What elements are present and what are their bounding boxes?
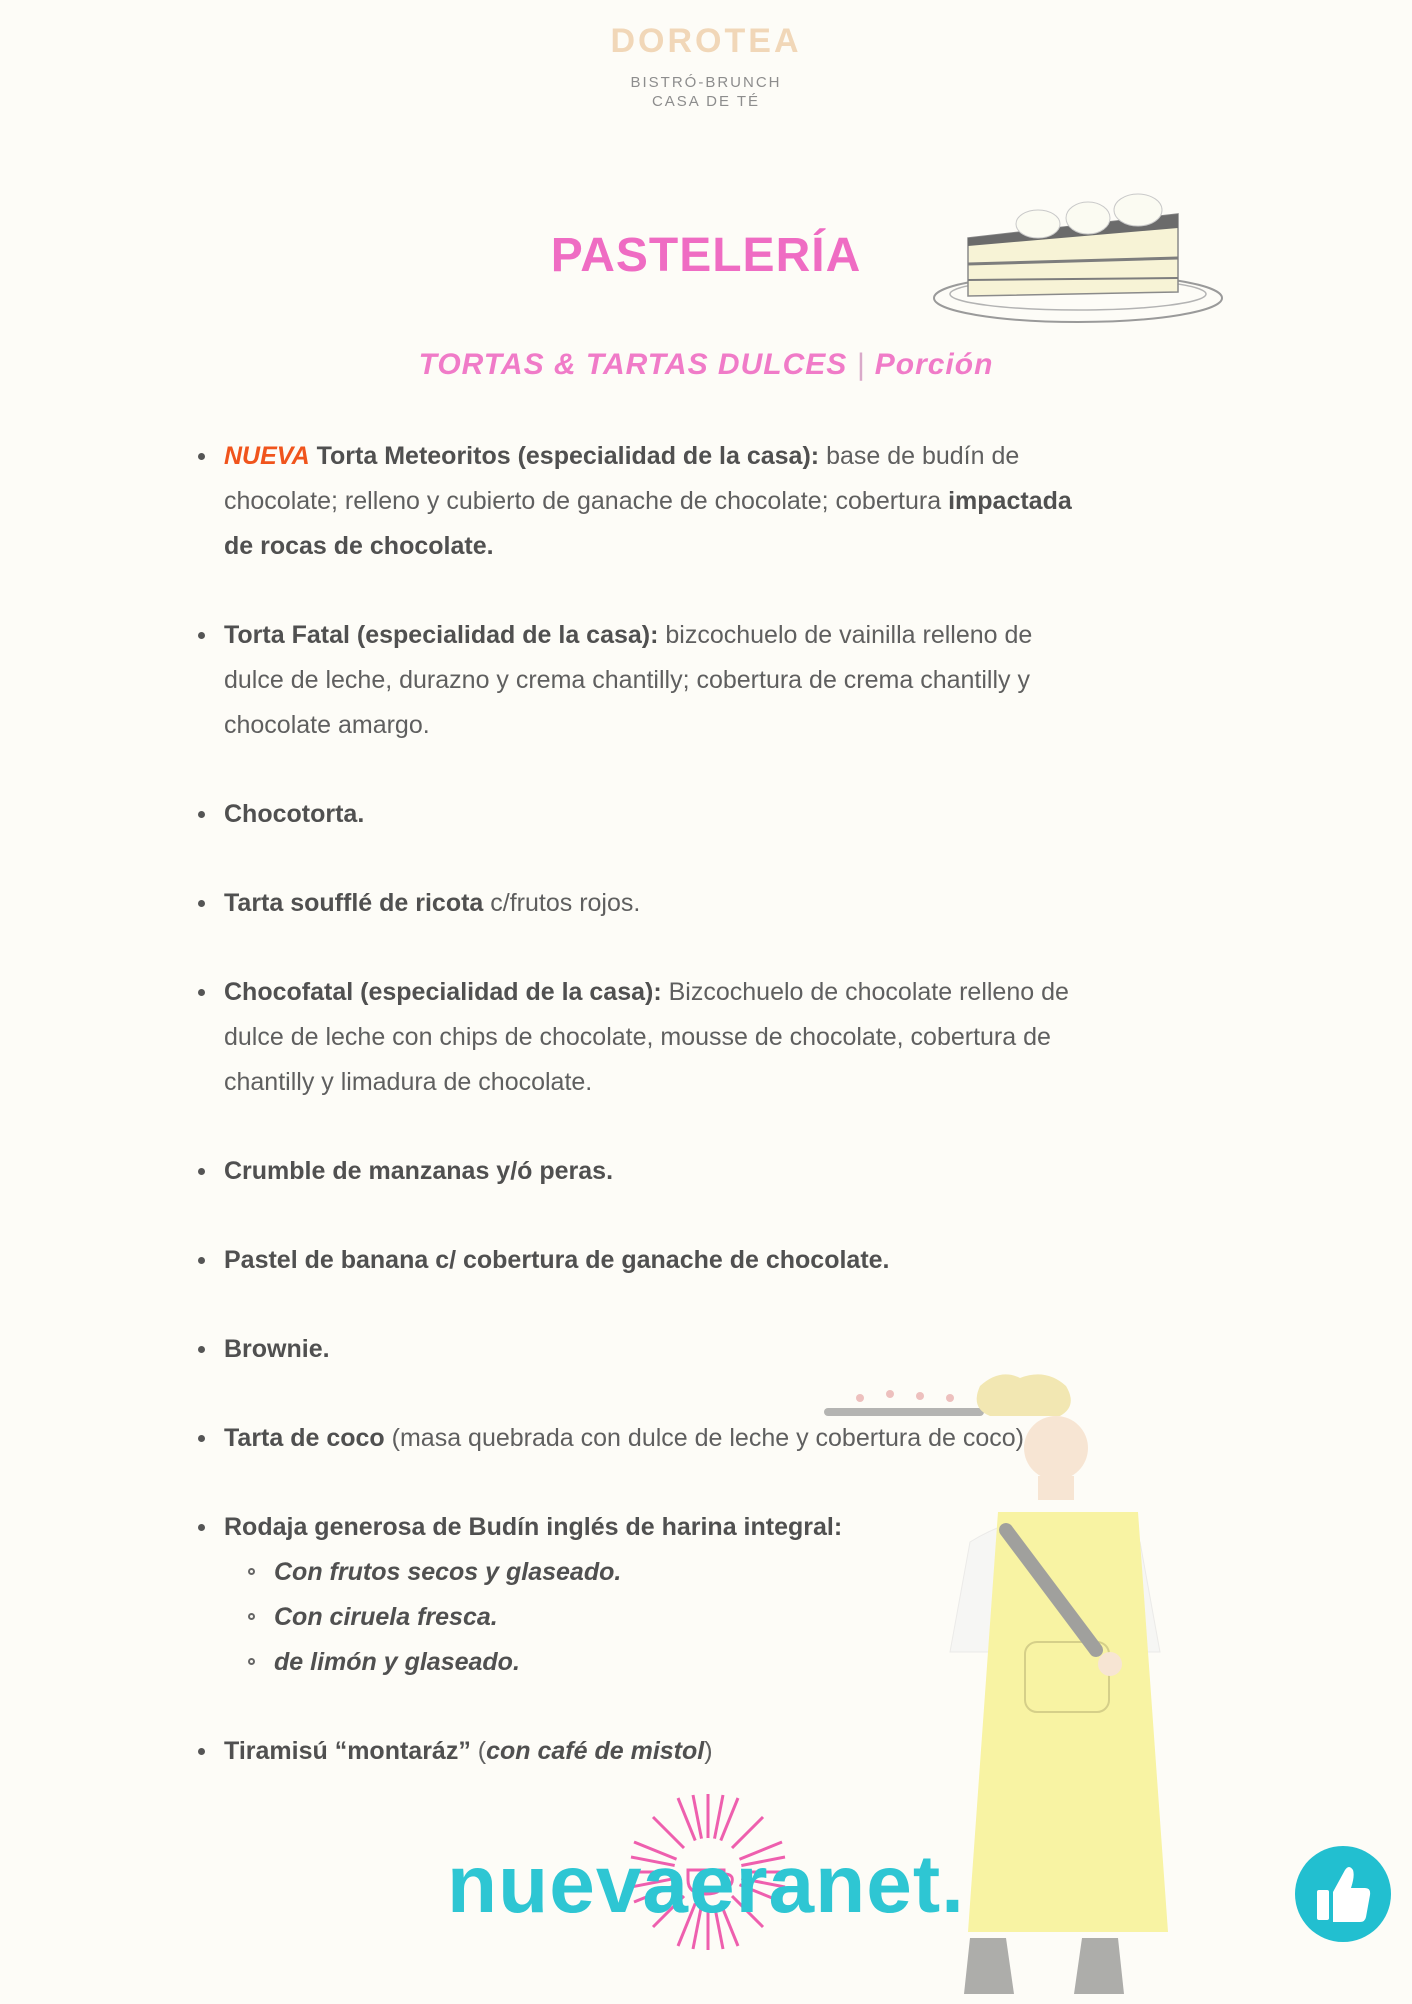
item-name: Brownie. bbox=[224, 1335, 330, 1363]
sub-item-ciruela: Con ciruela fresca. bbox=[224, 1595, 1084, 1640]
budin-variants bbox=[224, 1550, 1084, 1685]
item-name: Chocotorta. bbox=[224, 800, 365, 828]
list-item-torta-fatal bbox=[224, 613, 1084, 748]
item-description: Bizcochuelo de chocolate relleno de dulce de leche con chips de chocolate, mousse de chocolate, cobertura de chantilly y limadura de chocolate. bbox=[224, 978, 1069, 1096]
item-name: Tarta soufflé de ricota bbox=[224, 889, 484, 917]
list-item-chocofatal bbox=[224, 970, 1084, 1105]
item-description-close: ) bbox=[704, 1737, 713, 1765]
list-item-brownie bbox=[224, 1327, 1084, 1372]
subtitle-suffix: Porción bbox=[874, 348, 994, 381]
subtitle-separator: | bbox=[856, 348, 866, 381]
item-description: c/frutos rojos. bbox=[490, 889, 641, 917]
item-description-open: ( bbox=[477, 1737, 487, 1765]
like-button[interactable] bbox=[1295, 1846, 1391, 1942]
item-name: Chocofatal bbox=[224, 978, 354, 1006]
section-title: PASTELERÍA bbox=[550, 229, 862, 282]
list-item-tarta-souffle bbox=[224, 881, 1084, 926]
item-name: Tarta de coco bbox=[224, 1424, 385, 1452]
section-subtitle bbox=[0, 348, 1412, 382]
brand-tagline-1: BISTRÓ-BRUNCH bbox=[630, 74, 782, 91]
item-specialty: (especialidad de la casa): bbox=[517, 442, 820, 470]
item-description: (masa quebrada con dulce de leche y cobertura de coco) bbox=[391, 1424, 1024, 1452]
item-name: Crumble de manzanas y/ó peras. bbox=[224, 1157, 614, 1185]
item-description: bizcochuelo de vainilla relleno de dulce de leche, durazno y crema chantilly; cobertura de crema chantilly y chocolate amargo. bbox=[224, 621, 1033, 739]
item-specialty: (especialidad de la casa): bbox=[356, 621, 659, 649]
item-name: Tiramisú “montaráz” bbox=[224, 1737, 471, 1765]
new-badge: NUEVA bbox=[224, 442, 310, 470]
list-item-torta-meteoritos bbox=[224, 434, 1084, 569]
sub-item-frutos-secos: Con frutos secos y glaseado. bbox=[224, 1550, 1084, 1595]
list-item-pastel-banana bbox=[224, 1238, 1084, 1283]
subtitle-main: TORTAS & TARTAS DULCES bbox=[418, 348, 848, 381]
item-name: Pastel de banana c/ cobertura de ganache de chocolate. bbox=[224, 1246, 890, 1274]
list-item-chocotorta bbox=[224, 792, 1084, 837]
item-name: Torta Fatal bbox=[224, 621, 350, 649]
item-description-italic: con café de mistol bbox=[486, 1737, 705, 1765]
item-specialty: (especialidad de la casa): bbox=[360, 978, 662, 1006]
list-item-crumble bbox=[224, 1149, 1084, 1194]
item-name: Torta Meteoritos bbox=[316, 442, 511, 470]
item-description-highlight: impactada de rocas de chocolate. bbox=[224, 487, 1072, 560]
item-description: base de budín de chocolate; relleno y cubierto de ganache de chocolate; cobertura bbox=[224, 442, 1020, 515]
brand-logo-text: nuevaeranet. bbox=[447, 1839, 965, 1930]
item-name: Rodaja generosa de Budín inglés de harina integral: bbox=[224, 1513, 843, 1541]
list-item-budin-ingles bbox=[224, 1505, 1084, 1685]
thumbs-up-icon bbox=[1315, 1864, 1371, 1924]
list-item-tarta-coco bbox=[224, 1416, 1084, 1461]
sub-item-limon: de limón y glaseado. bbox=[224, 1640, 1084, 1685]
brand-name: DOROTEA bbox=[610, 22, 802, 60]
pastry-menu-list bbox=[224, 434, 1084, 1818]
brand-tagline-2: CASA DE TÉ bbox=[651, 93, 761, 110]
list-item-tiramisu bbox=[224, 1729, 1084, 1774]
